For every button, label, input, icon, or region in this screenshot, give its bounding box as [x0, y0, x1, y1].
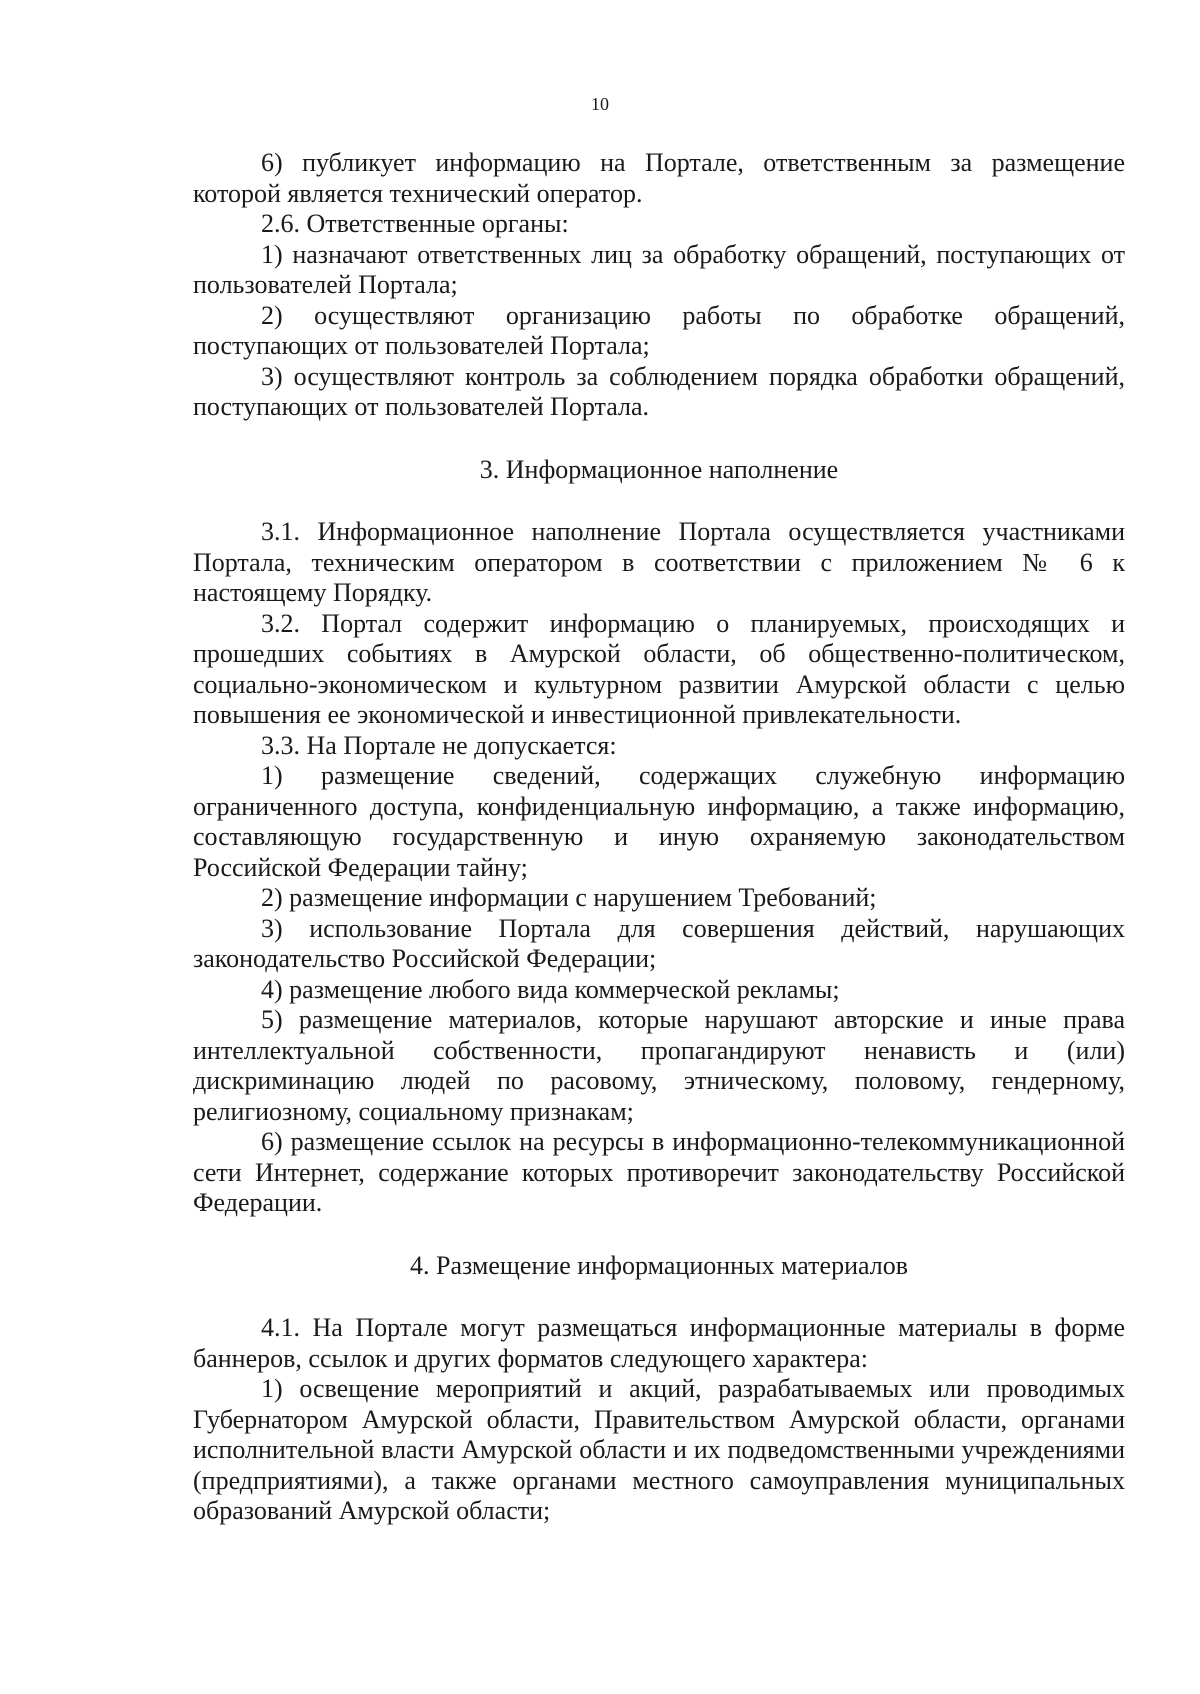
paragraph-3-3-item-2: 2) размещение информации с нарушением Требований;	[261, 883, 877, 912]
paragraph-3-3-item-5: 5) размещение материалов, которые нарушают авторские и иные права интеллектуальной собственности, пропагандируют ненависть и (или) дискриминацию людей по расовому, этническому, половому, гендерному, религиозному, социальному признакам;	[193, 1005, 1125, 1126]
paragraph-3-3-item-4: 4) размещение любого вида коммерческой рекламы;	[261, 974, 840, 1004]
paragraph-3-3: 3.3. На Портале не допускается:	[261, 730, 617, 760]
paragraph-3-3-item-6: 6) размещение ссылок на ресурсы в информационно-телекоммуникационной сети Интернет, содержание которых противоречит законодательству Российской Федерации.	[193, 1127, 1125, 1217]
paragraph-3-3-item-3: 3) использование Портала для совершения действий, нарушающих законодательство Российской Федерации;	[193, 913, 1125, 973]
document-body	[193, 148, 1125, 1527]
paragraph-2-6-item-2: 2) осуществляют организацию работы по обработке обращений, поступающих от пользователей Портала;	[193, 300, 1125, 360]
paragraph-2-6: 2.6. Ответственные органы:	[261, 209, 569, 238]
section-heading-4: 4. Размещение информационных материалов	[409, 1250, 909, 1280]
paragraph-2-6-item-3: 3) осуществляют контроль за соблюдением порядка обработки обращений, поступающих от пользователей Портала.	[193, 361, 1125, 421]
paragraph-2-6-item-1: 1) назначают ответственных лиц за обработку обращений, поступающих от пользователей Портала;	[193, 239, 1125, 299]
paragraph-4-1-item-1: 1) освещение мероприятий и акций, разрабатываемых или проводимых Губернатором Амурской области, Правительством Амурской области, органами исполнительной власти Амурской области и их подведомственными учреждениями (предприятиями), а также органами местного самоуправления муниципальных образований Амурской области;	[193, 1374, 1125, 1525]
paragraph-3-3-item-1: 1) размещение сведений, содержащих служебную информацию ограниченного доступа, конфиденциальную информацию, а также информацию, составляющую государственную и иную охраняемую законодательством Российской Федерации тайну;	[193, 761, 1125, 882]
section-heading-3: 3. Информационное наполнение	[479, 454, 839, 484]
paragraph-3-1: 3.1. Информационное наполнение Портала осуществляется участниками Портала, техническим оператором в соответствии с приложением № 6 к настоящему Порядку.	[193, 517, 1125, 607]
page-number: 10	[591, 94, 609, 114]
paragraph-6-publishes: 6) публикует информацию на Портале, ответственным за размещение которой является технический оператор.	[193, 148, 1125, 208]
paragraph-3-2: 3.2. Портал содержит информацию о планируемых, происходящих и прошедших событиях в Амурской области, об общественно-политическом, социально-экономическом и культурном развитии Амурской области с целью повышения ее экономической и инвестиционной привлекательности.	[193, 608, 1125, 729]
paragraph-4-1: 4.1. На Портале могут размещаться информационные материалы в форме баннеров, ссылок и других форматов следующего характера:	[193, 1313, 1125, 1373]
